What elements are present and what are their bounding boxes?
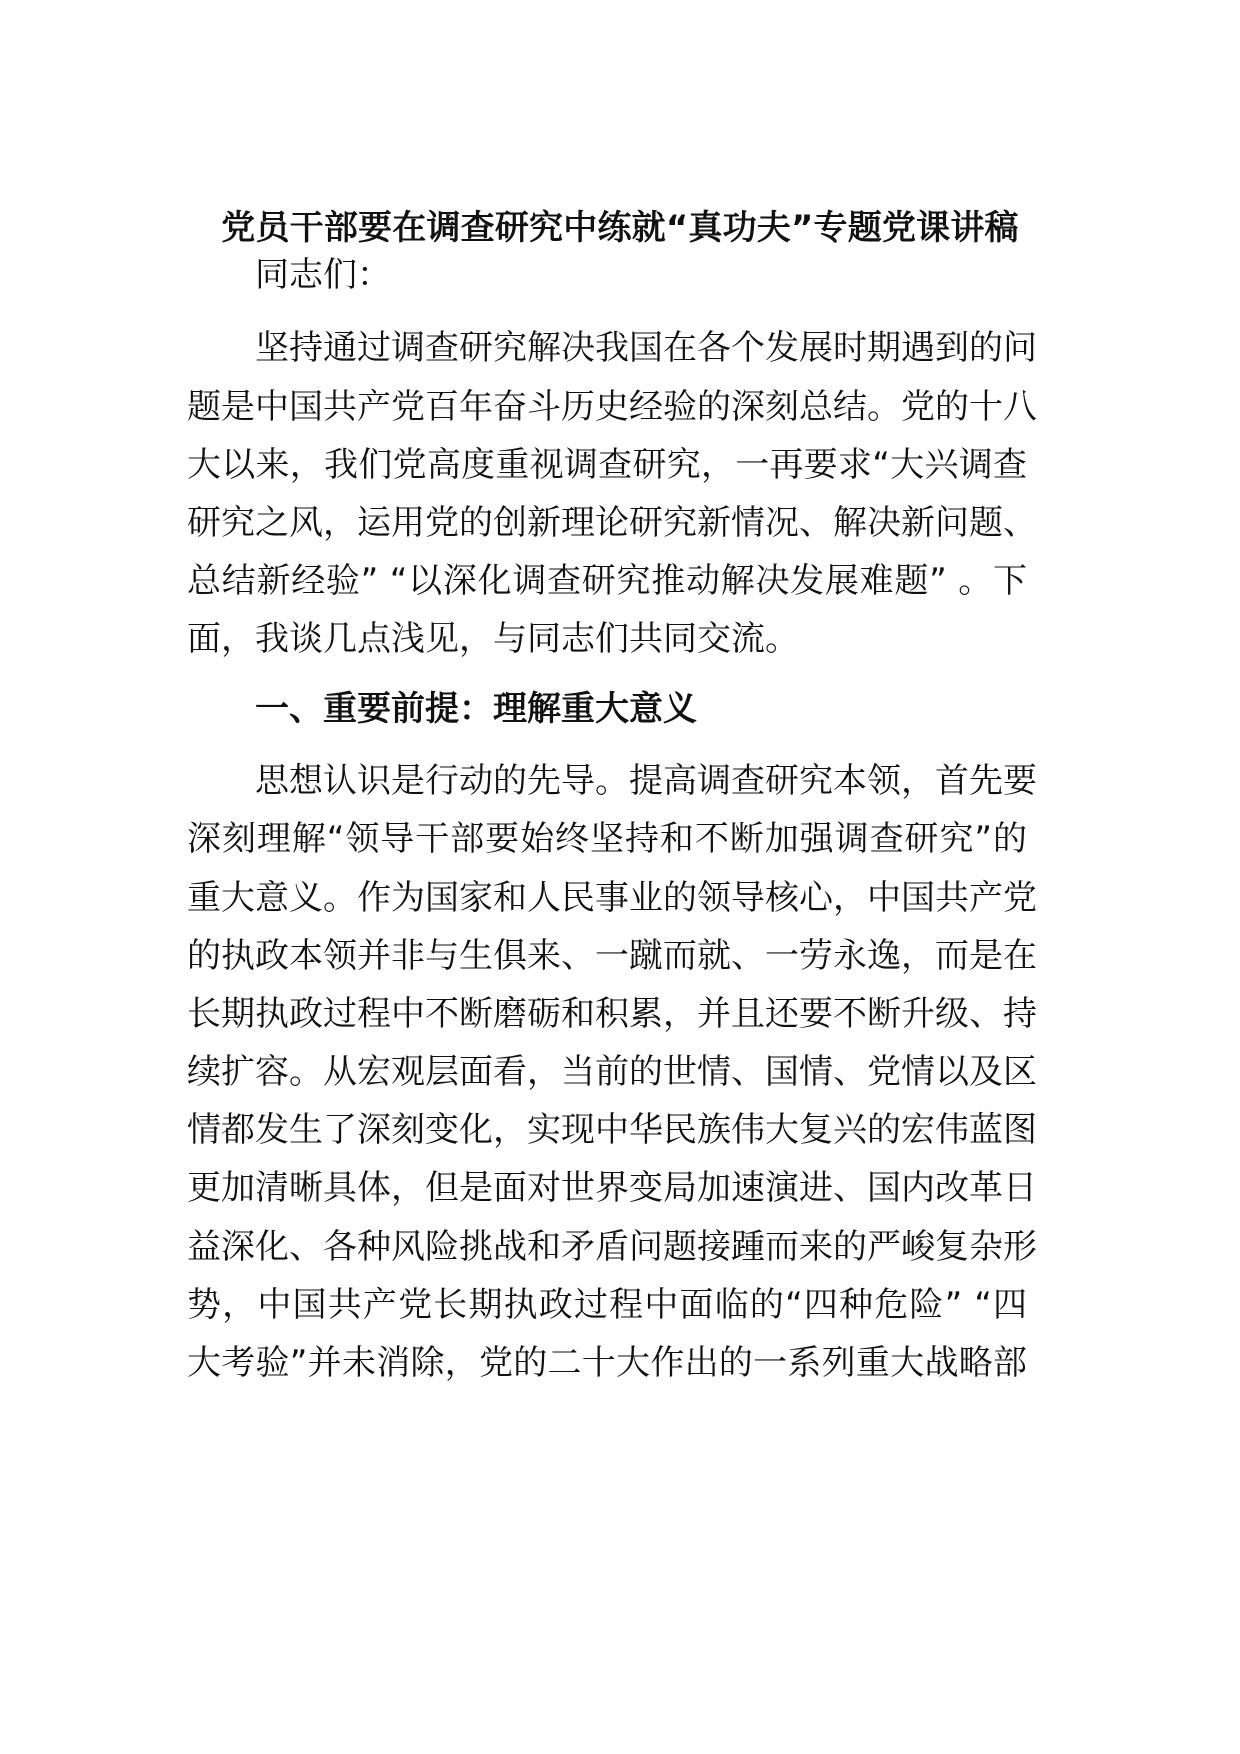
paragraph-line: 续扩容。从宏观层面看，当前的世情、国情、党情以及区	[187, 1052, 1037, 1092]
paragraph-line: 的执政本领并非与生俱来、一蹴而就、一劳永逸，而是在	[187, 936, 1037, 976]
paragraph-line: 面，我谈几点浅见，与同志们共同交流。	[187, 619, 799, 659]
paragraph-line: 研究之风，运用党的创新理论研究新情况、解决新问题、	[187, 503, 1037, 543]
paragraph-line: 益深化、各种风险挑战和矛盾问题接踵而来的严峻复杂形	[187, 1227, 1037, 1267]
paragraph-line: 坚持通过调查研究解决我国在各个发展时期遇到的问	[255, 328, 1037, 368]
salutation: 同志们：	[255, 255, 391, 295]
paragraph-line: 大考验”并未消除，党的二十大作出的一系列重大战略部	[187, 1343, 1027, 1383]
paragraph-line: 总结新经验” “以深化调查研究推动解决发展难题” 。下	[187, 561, 1027, 601]
paragraph-line: 题是中国共产党百年奋斗历史经验的深刻总结。党的十八	[187, 387, 1037, 427]
document-title: 党员干部要在调查研究中练就“真功夫”专题党课讲稿	[221, 208, 1019, 248]
paragraph-line: 深刻理解“领导干部要始终坚持和不断加强调查研究”的	[187, 819, 1027, 859]
paragraph-line: 大以来，我们党高度重视调查研究，一再要求“大兴调查	[187, 445, 1027, 485]
paragraph-line: 情都发生了深刻变化，实现中华民族伟大复兴的宏伟蓝图	[187, 1110, 1037, 1150]
paragraph-line: 势，中国共产党长期执政过程中面临的“四种危险” “四	[187, 1285, 1027, 1325]
paragraph-line: 重大意义。作为国家和人民事业的领导核心，中国共产党	[187, 878, 1037, 918]
section-heading: 一、重要前提：理解重大意义	[255, 689, 697, 729]
paragraph-line: 思想认识是行动的先导。提高调查研究本领，首先要	[255, 761, 1037, 801]
paragraph-line: 长期执政过程中不断磨砺和积累，并且还要不断升级、持	[187, 994, 1037, 1034]
paragraph-line: 更加清晰具体，但是面对世界变局加速演进、国内改革日	[187, 1168, 1037, 1208]
